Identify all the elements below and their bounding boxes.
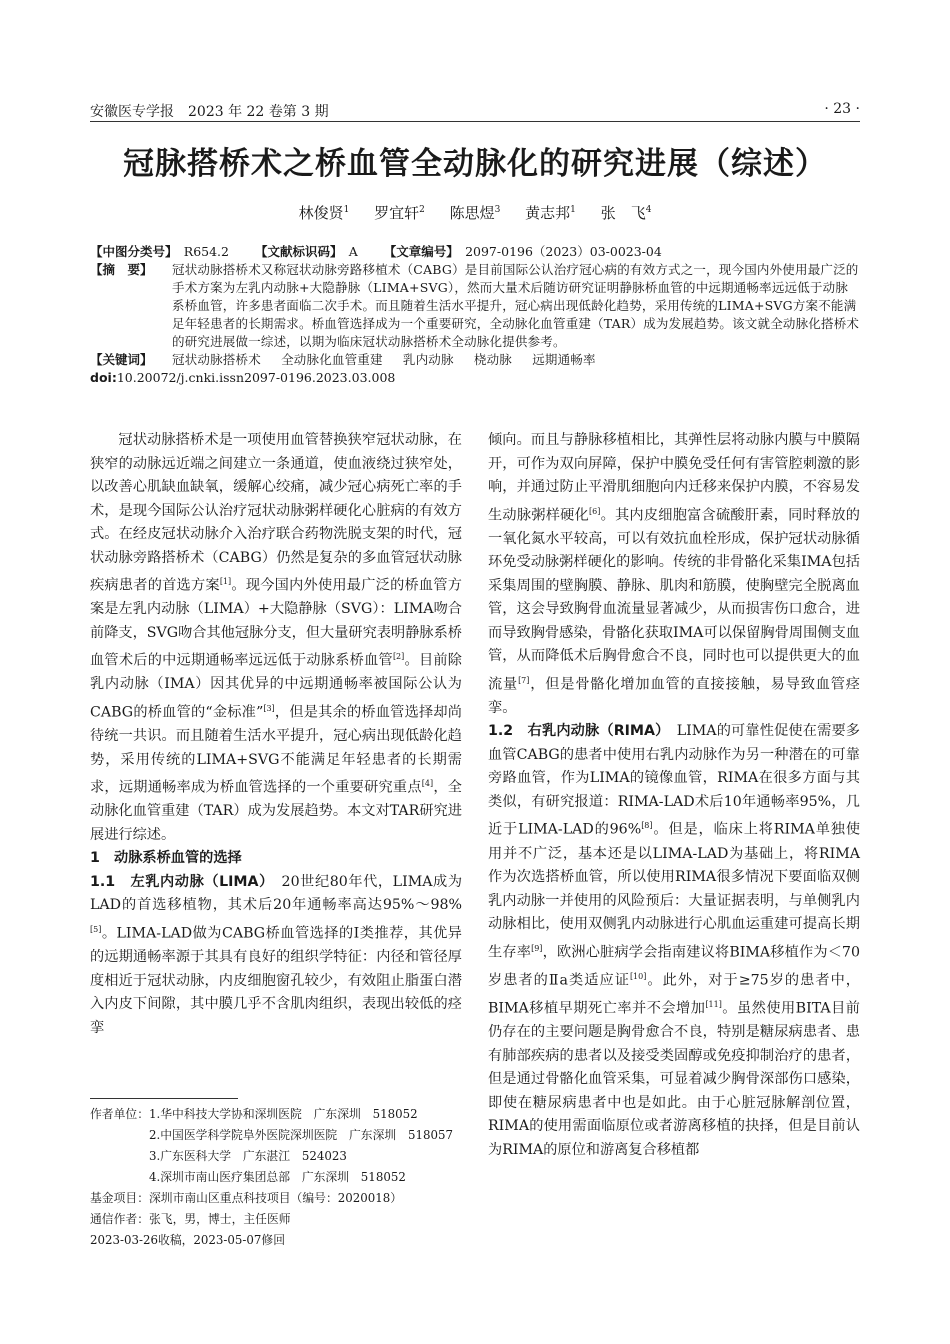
funding-note: 基金项目：深圳市南山区重点科技项目（编号：2020018） [90,1191,403,1205]
keyword: 冠状动脉搭桥术 [172,352,261,367]
doi-label: doi: [90,370,117,385]
abstract-label: 【摘 要】 [90,262,153,277]
doi-link[interactable]: 10.20072/j.cnki.issn2097-0196.2023.03.008 [116,370,396,385]
section-heading: 1 动脉系桥血管的选择 [90,850,242,867]
article-meta [90,243,860,387]
clc-label: 【中图分类号】 [90,244,172,259]
author-list [0,202,950,223]
article-number-value: 2097-0196（2023）03-0023-04 [465,244,662,259]
institution: 2.中国医学科学院阜外医院深圳医院 广东深圳 518057 [149,1128,454,1142]
author: 林俊贤$^1$ [298,204,350,222]
body-column-right [488,429,860,1162]
citation[interactable]: [6] [588,506,601,516]
received-revised-dates: 2023-03-26收稿，2023-05-07修回 [90,1233,286,1247]
citation[interactable]: [11] [705,1000,722,1010]
page-number: · 23 · [824,101,860,117]
footnotes [90,1104,490,1251]
footnote-divider [90,1098,238,1099]
journal-header: 安徽医专学报 2023 年 22 卷第 3 期 [90,104,329,120]
body-paragraph: 1.2 右乳内动脉（RIMA） LIMA的可靠性促使在需要多血管CABG的患者中使用右乳内动脉作为另一种潜在的可靠旁路血管，作为LIMA的镜像血管，RIMA在很多方面与其类似，有研究报道：RIMA-LAD术后10年通畅率95%，几近于LIMA-LAD的96%[8]。但是，临床上将RIMA单独使用并不广泛，基本还是以LIMA-LAD为基础上，将RIMA作为次选搭桥血管，所以使用RIMA很多情况下要面临双侧乳内动脉一并使用的风险预后：大量证据表明，与单侧乳内动脉相比，使用双侧乳内动脉进行心肌血运重建可提高长期生存率[9]，欧洲心脏病学会指南建议将BIMA移植作为＜70岁患者的Ⅱa类适应证[10]。此外，对于≥75岁的患者中，BIMA移植早期死亡率并不会增加[11]。虽然使用BITA目前仍存在的主要问题是胸骨愈合不良，特别是糖尿病患者、患有肺部疾病的患者以及接受类固醇或免疫抑制治疗的患者，但是通过骨骼化血管采集，可显着减少胸骨深部伤口感染，即使在糖尿病患者中也是如此。由于心脏冠脉解剖位置，RIMA的使用需面临原位或者游离移植的抉择，但是目前认为RIMA的原位和游离复合移植都 [488,723,861,1158]
keywords-label: 【关键词】 [90,352,153,367]
author: 陈思煜$^3$ [449,204,501,222]
citation[interactable]: [4] [421,779,434,789]
body-paragraph: 1.1 左乳内动脉（LIMA） 20世纪80年代，LIMA成为LAD的首选移植物，其术后20年通畅率高达95%～98%[5]。LIMA-LAD做为CABG桥血管选择的I类推荐，其优异的远期通畅率源于其具有良好的组织学特征：内径和管径厚度相近于冠状动脉，内皮细胞窗孔较少，有效阻止脂蛋白潜入内皮下间隙，其中膜几乎不含肌肉组织，表现出较低的痉挛 [90,873,463,1036]
citation[interactable]: [2] [392,652,405,662]
keyword: 乳内动脉 [402,352,454,367]
citation[interactable]: [7] [518,675,530,685]
keyword: 桡动脉 [473,352,512,367]
citation[interactable]: [1] [219,577,232,586]
keyword: 全动脉化血管重建 [281,352,383,367]
article-title: 冠脉搭桥术之桥血管全动脉化的研究进展（综述） [123,146,827,182]
keywords-row [90,351,860,369]
doi-row [90,369,860,387]
author: 黄志邦$^1$ [525,204,576,222]
abstract-row [90,261,860,351]
author: 张 飞$^4$ [600,204,652,222]
citation[interactable]: [9] [531,943,543,953]
abstract-text: 冠状动脉搭桥术又称冠状动脉旁路移植术（CABG）是目前国际公认治疗冠心病的有效方式之一，现今国内外使用最广泛的手术方案为左乳内动脉+大隐静脉（LIMA+SVG），然而大量术后随访研究证明静脉桥血管的中远期通畅率远远低于动脉系桥血管，许多患者面临二次手术。而且随着生活水平提升，冠心病出现低龄化趋势，采用传统的LIMA+SVG方案不能满足年轻患者的长期需求。桥血管选择成为一个重要研究，全动脉化血管重建（TAR）成为发展趋势。该文就全动脉化搭桥术的研究进展做一综述，以期为临床冠状动脉搭桥术全动脉化提供参考。 [172,262,860,349]
citation[interactable]: [5] [90,924,102,934]
institution: 3.广东医科大学 广东湛江 524023 [149,1149,347,1163]
citation[interactable]: [3] [263,703,275,713]
citation[interactable]: [10] [629,971,647,981]
subsection-heading: 1.2 右乳内动脉（RIMA） [488,723,663,740]
doc-code-value: A [348,244,358,259]
corresponding-author: 通信作者：张飞，男，博士，主任医师 [90,1212,291,1226]
body-column-left [90,429,462,1040]
header-divider [90,121,860,122]
clc-value: R654.2 [183,244,229,259]
body-paragraph: 冠状动脉搭桥术是一项使用血管替换狭窄冠状动脉，在狭窄的动脉远近端之间建立一条通道，使血液绕过狭窄处，以改善心肌缺血缺氧，缓解心绞痛，减少冠心病死亡率的手术，是现今国际公认治疗冠状动脉粥样硬化心脏病的有效方式。在经皮冠状动脉介入治疗联合药物洗脱支架的时代，冠状动脉旁路搭桥术（CABG）仍然是复杂的多血管冠状动脉疾病患者的首选方案[1]。现今国内外使用最广泛的桥血管方案是左乳内动脉（LIMA）+大隐静脉（SVG）：LIMA吻合前降支，SVG吻合其他冠脉分支，但大量研究表明静脉系桥血管术后的中远期通畅率远远低于动脉系桥血管[2]。目前除乳内动脉（IMA）因其优异的中远期通畅率被国际公认为CABG的桥血管的“金标准”[3]，但是其余的桥血管选择却尚待统一共识。而且随着生活水平提升，冠心病出现低龄化趋势，采用传统的LIMA+SVG不能满足年轻患者的长期需求，远期通畅率成为桥血管选择的一个重要研究重点[4]，全动脉化血管重建（TAR）成为发展趋势。本文对TAR研究进展进行综述。 [90,432,462,843]
classification-row [90,243,860,261]
institution: 4.深圳市南山医疗集团总部 广东深圳 518052 [149,1170,406,1184]
doc-code-label: 【文献标识码】 [254,244,337,259]
article-number-label: 【文章编号】 [383,244,453,259]
author: 罗宜轩$^2$ [374,204,425,222]
keyword: 远期通畅率 [532,352,596,367]
institution: 作者单位：1.华中科技大学协和深圳医院 广东深圳 518052 [90,1107,418,1121]
citation[interactable]: [8] [641,821,653,831]
body-paragraph: 倾向。而且与静脉移植相比，其弹性层将动脉内膜与中膜隔开，可作为双向屏障，保护中膜免受任何有害管腔刺激的影响，并通过防止平滑肌细胞向内迁移来保护内膜，不容易发生动脉粥样硬化[6]。其内皮细胞富含硫酸肝素，同时释放的一氧化氮水平较高，可以有效抗血栓形成，保护冠状动脉循环免受动脉粥样硬化的影响。传统的非骨骼化采集IMA包括采集周围的壁胸膜、静脉、肌肉和筋膜，使胸壁完全脱离血管，这会导致胸骨血流量显著减少，从而损害伤口愈合，进而导致胸骨感染，骨骼化获取IMA可以保留胸骨周围侧支血管，从而降低术后胸骨愈合不良，同时也可以提供更大的血流量[7]，但是骨骼化增加血管的直接接触，易导致血管痉挛。 [488,432,860,716]
subsection-heading: 1.1 左乳内动脉（LIMA） [90,873,267,890]
